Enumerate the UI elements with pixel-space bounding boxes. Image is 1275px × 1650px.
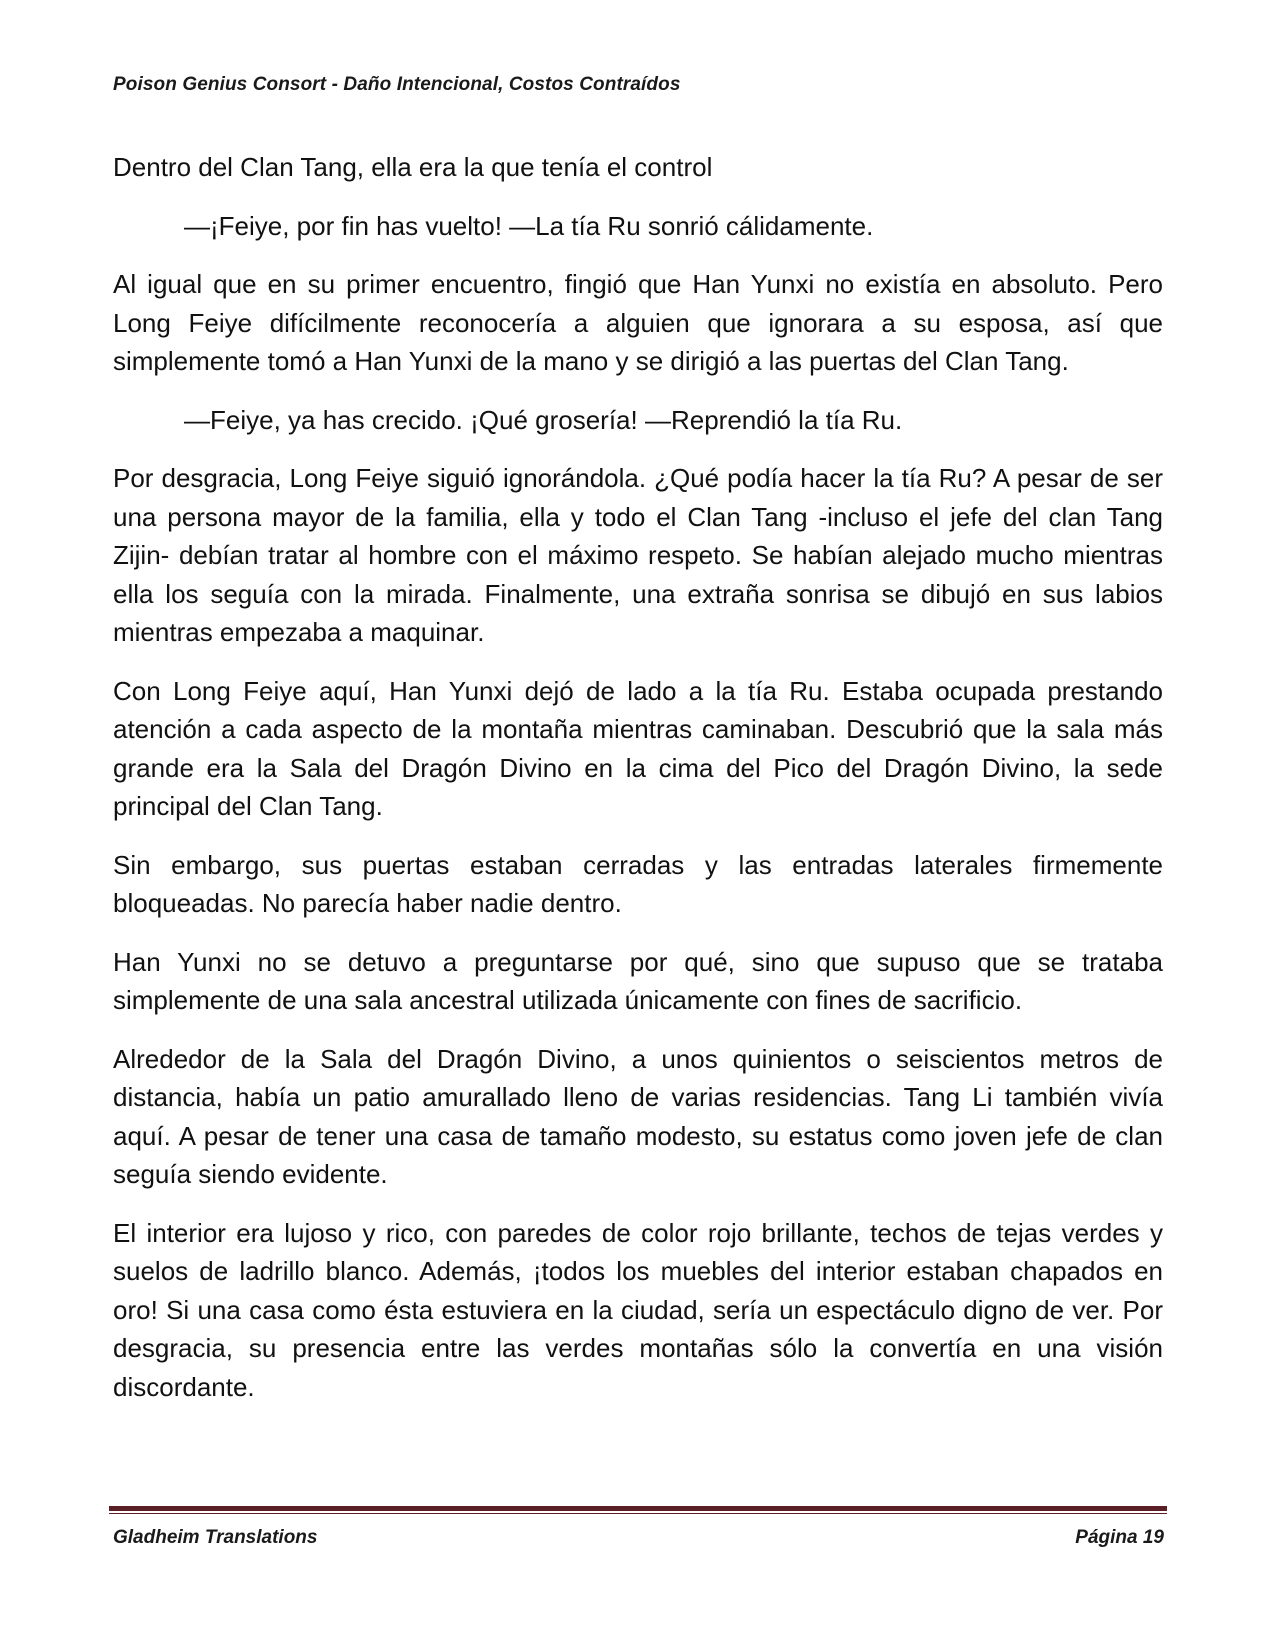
- dialog-paragraph: —Feiye, ya has crecido. ¡Qué grosería! —Reprendió la tía Ru.: [184, 404, 903, 435]
- paragraph: Por desgracia, Long Feiye siguió ignorándola. ¿Qué podía hacer la tía Ru? A pesar de ser una persona mayor de la familia, ella y todo el Clan Tang -incluso el jefe del clan Tang Zijin- debían tratar al hombre con el máximo respeto. Se habían alejado mucho mientras ella los seguía con la mirada. Finalmente, una extraña sonrisa se dibujó en sus labios mientras empezaba a maquinar.: [113, 463, 1163, 647]
- paragraph: Al igual que en su primer encuentro, fingió que Han Yunxi no existía en absoluto. Pero Long Feiye difícilmente reconocería a alguien que ignorara a su esposa, así que simplemente tomó a Han Yunxi de la mano y se dirigió a las puertas del Clan Tang.: [113, 269, 1163, 376]
- paragraph: Sin embargo, sus puertas estaban cerradas y las entradas laterales firmemente bloqueadas. No parecía haber nadie dentro.: [113, 849, 1163, 918]
- paragraph: El interior era lujoso y rico, con paredes de color rojo brillante, techos de tejas verdes y suelos de ladrillo blanco. Además, ¡todos los muebles del interior estaban chapados en oro! Si una casa como ésta estuviera en la ciudad, sería un espectáculo digno de ver. Por desgracia, su presencia entre las verdes montañas sólo la convertía en una visión discordante.: [113, 1217, 1163, 1402]
- paragraph: Dentro del Clan Tang, ella era la que tenía el control: [113, 152, 713, 182]
- footer-divider-thick: [109, 1506, 1167, 1511]
- footer-divider-thin: [109, 1513, 1167, 1514]
- page-header-title: Poison Genius Consort - Daño Intencional, Costos Contraídos: [113, 74, 681, 95]
- paragraph: Alrededor de la Sala del Dragón Divino, a unos quinientos o seiscientos metros de distancia, había un patio amurallado lleno de varias residencias. Tang Li también vivía aquí. A pesar de tener una casa de tamaño modesto, su estatus como joven jefe de clan seguía siendo evidente.: [113, 1043, 1163, 1189]
- paragraph: Con Long Feiye aquí, Han Yunxi dejó de lado a la tía Ru. Estaba ocupada prestando atención a cada aspecto de la montaña mientras caminaban. Descubrió que la sala más grande era la Sala del Dragón Divino en la cima del Pico del Dragón Divino, la sede principal del Clan Tang.: [113, 675, 1163, 821]
- paragraph: Han Yunxi no se detuvo a preguntarse por qué, sino que supuso que se trataba simplemente de una sala ancestral utilizada únicamente con fines de sacrificio.: [113, 946, 1163, 1015]
- footer-publisher: Gladheim Translations: [113, 1527, 318, 1548]
- dialog-paragraph: —¡Feiye, por fin has vuelto! —La tía Ru sonrió cálidamente.: [184, 210, 874, 241]
- page-number: Página 19: [1075, 1527, 1164, 1548]
- footer-divider: [109, 1506, 1167, 1514]
- page-body: [113, 148, 1163, 1426]
